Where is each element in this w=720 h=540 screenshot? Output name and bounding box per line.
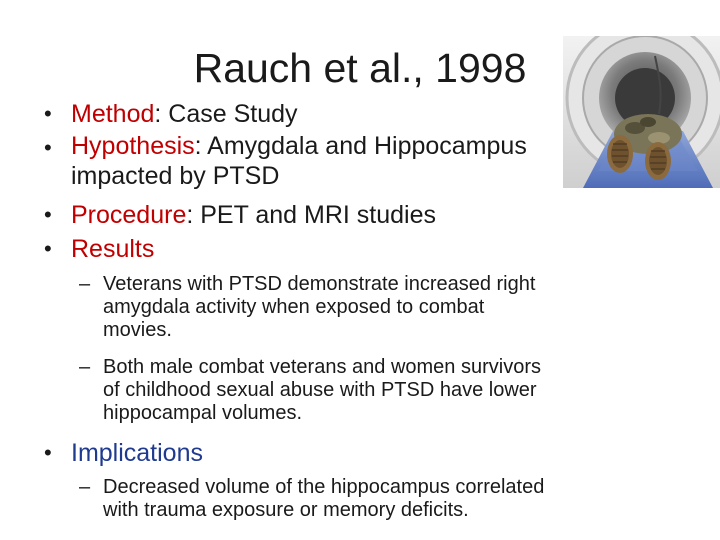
bullet-dot: •	[44, 440, 52, 465]
bullet-text: : PET and MRI studies	[186, 201, 437, 229]
bullet-dot: •	[44, 135, 52, 160]
sub-line: Veterans with PTSD demonstrate increased right	[103, 273, 536, 295]
bullet-keyword: Method	[71, 100, 155, 128]
bullet-text: : Case Study	[154, 100, 298, 128]
sub-line: Decreased volume of the hippocampus correlated	[103, 476, 545, 498]
bullet-results	[44, 232, 564, 266]
sub-line: hippocampal volumes.	[103, 402, 302, 424]
bullet-dot: •	[44, 101, 52, 126]
implications-sub-item	[79, 476, 639, 524]
sub-line: of childhood sexual abuse with PTSD have lower	[103, 379, 537, 401]
sub-line: Both male combat veterans and women survivors	[103, 356, 541, 378]
sub-line: movies.	[103, 319, 172, 341]
bullet-text-line2: impacted by PTSD	[71, 162, 280, 190]
slide-title: Rauch et al., 1998	[193, 45, 527, 91]
bullet-dot: •	[44, 202, 52, 227]
bullet-keyword: Implications	[71, 439, 203, 467]
bullet-text: : Amygdala and Hippocampus	[194, 132, 527, 160]
bullet-implications	[44, 436, 564, 470]
bullet-keyword: Results	[71, 235, 155, 263]
bullet-hypothesis	[44, 131, 564, 193]
sub-line: with trauma exposure or memory deficits.	[103, 499, 469, 521]
sub-line: amygdala activity when exposed to combat	[103, 296, 485, 318]
bullet-procedure	[44, 198, 564, 232]
bullet-method	[44, 97, 564, 131]
results-sub-item	[79, 273, 639, 343]
sub-dash: –	[79, 356, 91, 378]
sub-dash: –	[79, 273, 91, 295]
results-sub-item	[79, 356, 639, 426]
bullet-keyword: Hypothesis	[71, 132, 195, 160]
sub-dash: –	[79, 476, 91, 498]
bullet-keyword: Procedure	[71, 201, 187, 229]
bullet-dot: •	[44, 236, 52, 261]
